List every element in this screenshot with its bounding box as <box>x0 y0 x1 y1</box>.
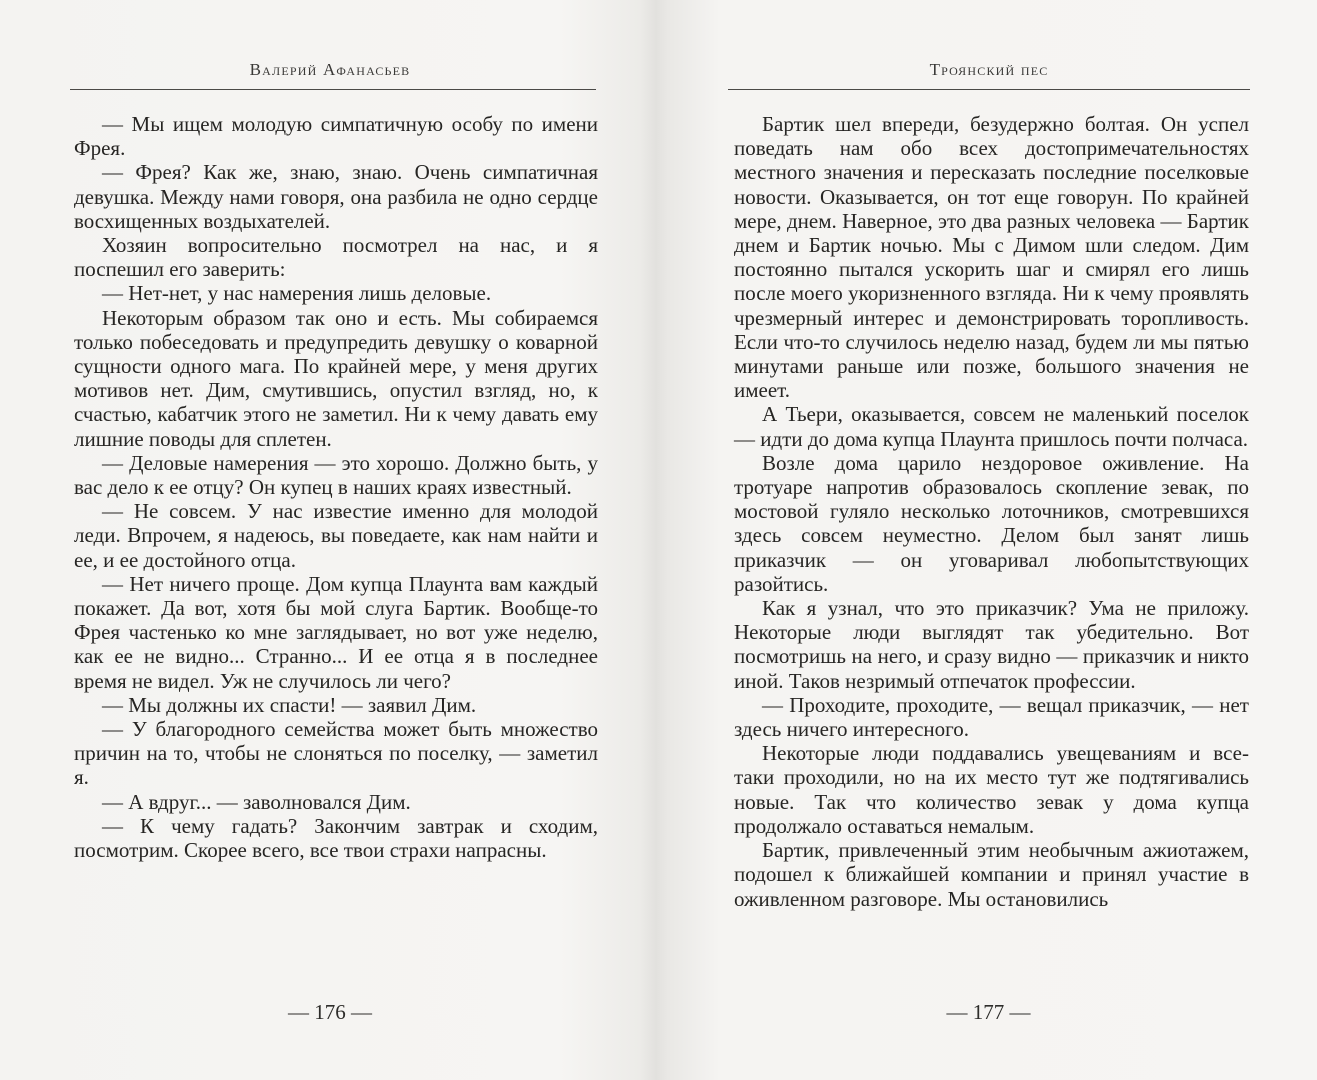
paragraph: Бартик шел впереди, безудержно болтая. Он успел поведать нам обо всех достопримечательностях местного значения и пересказать последние поселковые новости. Оказывается, он тот еще говорун. По крайней мере, днем. Наверное, это два разных человека — Бартик днем и Бартик ночью. Мы с Димом шли следом. Дим постоянно пытался ускорить шаг и смирял его лишь после моего укоризненного взгляда. Ни к чему проявлять чрезмерный интерес и демонстрировать торопливость. Если что-то случилось неделю назад, будем ли мы пятью минутами раньше или позже, большого значения не имеет. <box>734 112 1249 403</box>
paragraph: — Нет ничего проще. Дом купца Плаунта вам каждый покажет. Да вот, хотя бы мой слуга Бартик. Вообще-то Фрея частенько ко мне заглядывает, но вот уже неделю, как ее не видно... Странно... И ее отца я в последнее время не видел. Уж не случилось ли чего? <box>74 571 598 693</box>
header-rule <box>728 89 1250 90</box>
header-rule <box>70 89 596 90</box>
paragraph: — Проходите, проходите, — вещал приказчик, — нет здесь ничего интересного. <box>734 692 1249 742</box>
paragraph: Хозяин вопросительно посмотрел на нас, и я поспешил его заверить: <box>74 233 598 282</box>
page-number: — 176 — <box>288 1000 372 1024</box>
running-head-title: Троянский пес <box>929 60 1049 79</box>
right-page <box>660 0 1317 1080</box>
paragraph: — У благородного семейства может быть множество причин на то, чтобы не слоняться по поселку, — заметил я. <box>74 717 598 790</box>
paragraph: Некоторые люди поддавались увещеваниям и все-таки проходили, но на их место тут же подтягивались новые. Так что количество зевак у дома купца продолжало оставаться немалым. <box>734 741 1249 838</box>
paragraph: — Фрея? Как же, знаю, знаю. Очень симпатичная девушка. Между нами говоря, она разбила не одно сердце восхищенных воздыхателей. <box>74 160 598 233</box>
body-text <box>734 112 1249 911</box>
paragraph: — А вдруг... — заволновался Дим. <box>102 789 411 814</box>
paragraph: Возле дома царило нездоровое оживление. На тротуаре напротив образовалось скопление зевак, по мостовой гуляло несколько лоточников, смотревшихся здесь совсем неуместно. Делом был занят лишь приказчик — он уговаривал любопытствующих разойтись. <box>734 450 1249 596</box>
paragraph: — Не совсем. У нас известие именно для молодой леди. Впрочем, я надеюсь, вы поведаете, как нам найти и ее, и ее достойного отца. <box>74 499 598 572</box>
paragraph: — Мы ищем молодую симпатичную особу по имени Фрея. <box>74 112 598 161</box>
paragraph: — К чему гадать? Закончим завтрак и сходим, посмотрим. Скорее всего, все твои страхи напрасны. <box>74 813 598 863</box>
page-number: — 177 — <box>946 1000 1031 1024</box>
paragraph: А Тьери, оказывается, совсем не маленький поселок — идти до дома купца Плаунта пришлось почти полчаса. <box>734 402 1249 451</box>
paragraph: Бартик, привлеченный этим необычным ажиотажем, подошел к ближайшей компании и принял участие в оживленном разговоре. Мы остановились <box>734 838 1249 911</box>
paragraph: — Мы должны их спасти! — заявил Дим. <box>102 692 477 717</box>
paragraph: Как я узнал, что это приказчик? Ума не приложу. Некоторые люди выглядят так убедительно. Вот посмотришь на него, и сразу видно — приказчик и никто иной. Таков незримый отпечаток профессии. <box>734 596 1249 693</box>
running-head-author: Валерий Афанасьев <box>249 60 411 79</box>
paragraph: — Деловые намерения — это хорошо. Должно быть, у вас дело к ее отцу? Он купец в наших краях известный. <box>74 450 598 500</box>
body-text <box>74 112 598 862</box>
paragraph: — Нет-нет, у нас намерения лишь деловые. <box>102 281 492 306</box>
paragraph: Некоторым образом так оно и есть. Мы собираемся только побеседовать и предупредить девушку о коварной сущности одного мага. По крайней мере, у меня других мотивов нет. Дим, смутившись, опустил взгляд, но, к счастью, кабатчик этого не заметил. Ни к чему давать ему лишние поводы для сплетен. <box>74 305 598 451</box>
